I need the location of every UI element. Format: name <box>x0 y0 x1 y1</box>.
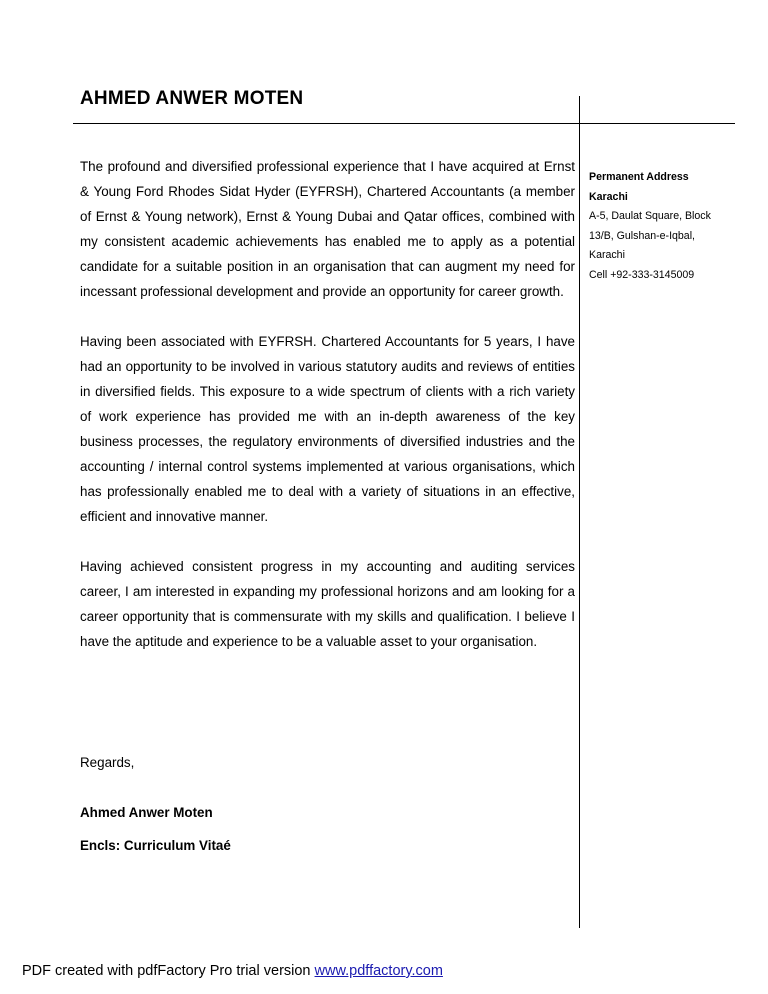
address-heading: Permanent Address <box>589 171 689 183</box>
footer-text: PDF created with pdfFactory Pro trial version <box>22 963 315 979</box>
enclosure-note: Encls: Curriculum Vitaé <box>80 838 231 853</box>
address-line-3: Karachi <box>589 249 625 261</box>
pdf-footer <box>22 963 443 979</box>
signer-name: Ahmed Anwer Moten <box>80 805 213 820</box>
address-city-heading: Karachi <box>589 190 628 203</box>
address-sidebar <box>589 168 739 285</box>
letter-body <box>80 154 575 679</box>
paragraph-3: Having achieved consistent progress in my accounting and auditing services career, I am interested in expanding my professional horizons and am looking for a career opportunity that is commensurate with my skills and qualification. I believe I have the aptitude and experience to be a valuable asset to your organisation. <box>80 559 575 649</box>
paragraph-1: The profound and diversified professional experience that I have acquired at Ernst & Young Ford Rhodes Sidat Hyder (EYFRSH), Chartered Accountants (a member of Ernst & Young network), Ernst & Young Dubai and Qatar offices, combined with my consistent academic achievements has enabled me to apply as a potential candidate for a suitable position in an organisation that can augment my need for incessant professional development and provide an opportunity for career growth. <box>80 159 575 299</box>
paragraph-2: Having been associated with EYFRSH. Chartered Accountants for 5 years, I have had an opportunity to be involved in various statutory audits and reviews of entities in diversified fields. This exposure to a wide spectrum of clients with a rich variety of work experience has provided me with an in-depth awareness of the key business processes, the regulatory environments of diversified industries and the accounting / internal control systems implemented at various organisations, which has professionally enabled me to deal with a variety of situations in an effective, efficient and innovative manner. <box>80 334 575 524</box>
address-line-2: 13/B, Gulshan-e-Iqbal, <box>589 229 695 242</box>
applicant-name: AHMED ANWER MOTEN <box>80 88 304 109</box>
closing-regards: Regards, <box>80 755 135 770</box>
address-line-1: A-5, Daulat Square, Block <box>589 210 711 222</box>
column-divider <box>579 96 580 928</box>
phone-number: Cell +92-333-3145009 <box>589 268 695 281</box>
header-divider <box>73 123 735 124</box>
footer-link[interactable]: www.pdffactory.com <box>314 963 443 979</box>
